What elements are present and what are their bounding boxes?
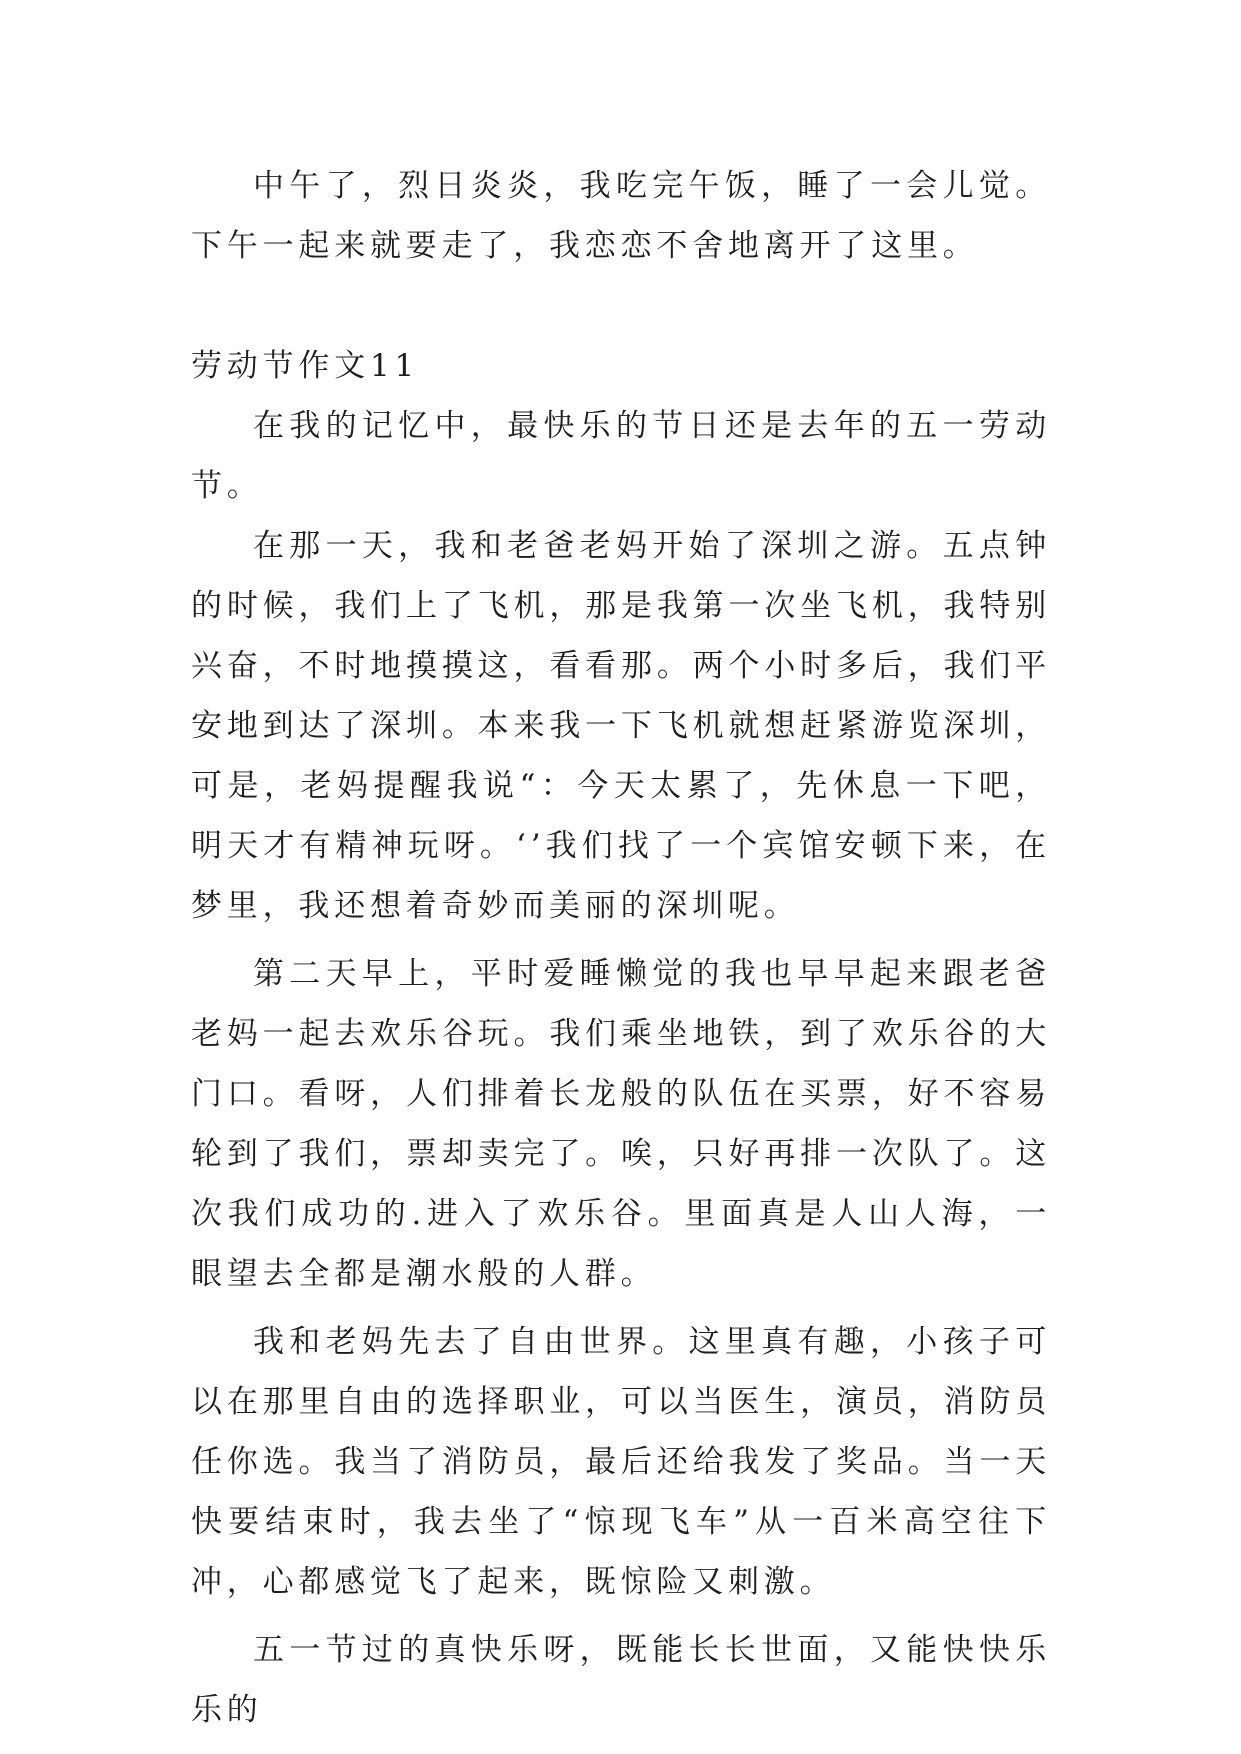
paragraph-lunch: 中午了，烈日炎炎，我吃完午饭，睡了一会儿觉。下午一起来就要走了，我恋恋不舍地离开了这里。 (191, 168, 1051, 264)
paragraph-free-world: 我和老妈先去了自由世界。这里真有趣，小孩子可以在那里自由的选择职业，可以当医生，演员，消防员任你选。我当了消防员，最后还给我发了奖品。当一天快要结束时，我去坐了“惊现飞车”从一百米高空往下冲，心都感觉飞了起来，既惊险又刺激。 (191, 1324, 1051, 1600)
section-heading: 劳动节作文11 (191, 348, 420, 384)
paragraph-trip-start: 在那一天，我和老爸老妈开始了深圳之游。五点钟的时候，我们上了飞机，那是我第一次坐飞机，我特别兴奋，不时地摸摸这，看看那。两个小时多后，我们平安地到达了深圳。本来我一下飞机就想赶紧游览深圳，可是，老妈提醒我说“：今天太累了，先休息一下吧，明天才有精神玩呀。‘’我们找了一个宾馆安顿下来，在梦里，我还想着奇妙而美丽的深圳呢。 (191, 528, 1051, 924)
document-body (191, 156, 1051, 1740)
paragraph-intro: 在我的记忆中，最快乐的节日还是去年的五一劳动节。 (191, 408, 1051, 504)
paragraph-happy-valley: 第二天早上，平时爱睡懒觉的我也早早起来跟老爸老妈一起去欢乐谷玩。我们乘坐地铁，到了欢乐谷的大门口。看呀，人们排着长龙般的队伍在买票，好不容易轮到了我们，票却卖完了。唉，只好再排一次队了。这次我们成功的.进入了欢乐谷。里面真是人山人海，一眼望去全都是潮水般的人群。 (191, 956, 1051, 1292)
paragraph-conclusion: 五一节过的真快乐呀，既能长长世面，又能快快乐乐的 (191, 1632, 1051, 1728)
